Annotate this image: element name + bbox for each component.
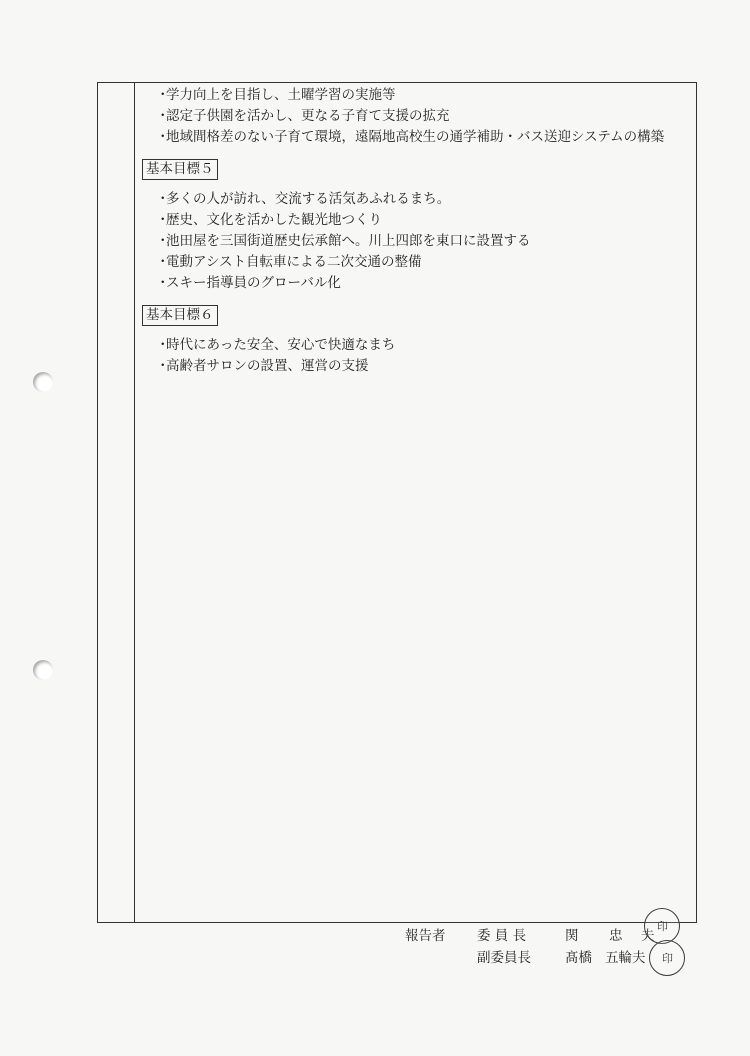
bullet-mark: ・ xyxy=(156,358,170,374)
report-content xyxy=(142,85,692,377)
reporter-label: 報告者 xyxy=(405,928,446,944)
margin-rule xyxy=(134,83,135,922)
bullet-mark: ・ xyxy=(156,212,170,228)
punch-hole-bottom xyxy=(33,660,53,680)
goal4-list xyxy=(142,85,692,148)
bullet-mark: ・ xyxy=(156,275,170,291)
punch-hole-top xyxy=(33,372,53,392)
bullet-mark: ・ xyxy=(156,108,170,124)
bullet-mark: ・ xyxy=(156,233,170,249)
goal5-section xyxy=(142,148,692,294)
list-item: ・ 多くの人が訪れ、交流する活気あふれるまち。 xyxy=(142,189,692,210)
chair-name-part: 夫 xyxy=(641,928,655,944)
list-item: ・ 歴史、文化を活かした観光地つくり xyxy=(142,210,692,231)
list-item: ・ 高齢者サロンの設置、運営の支援 xyxy=(142,356,692,377)
goal6-heading: 基本目標６ xyxy=(142,305,218,326)
list-item: ・ 地域間格差のない子育て環境，遠隔地高校生の通学補助・バス送迎システムの構築 xyxy=(142,127,692,148)
goal5-heading: 基本目標５ xyxy=(142,159,218,180)
vice-chair-name-part: 髙橋 xyxy=(565,950,592,966)
bullet-mark: ・ xyxy=(156,129,170,145)
list-item: ・ 池田屋を三国街道歴史伝承館へ。川上四郎を東口に設置する xyxy=(142,231,692,252)
list-item: ・ 認定子供園を活かし、更なる子育て支援の拡充 xyxy=(142,106,692,127)
vice-chair-title: 副委員長 xyxy=(477,950,531,966)
chair-title: 委 員 長 xyxy=(477,928,527,944)
chair-name-part: 忠 xyxy=(609,928,623,944)
bullet-mark: ・ xyxy=(156,254,170,270)
goal6-section xyxy=(142,294,692,377)
report-frame xyxy=(97,82,697,923)
list-item: ・ スキー指導員のグローバル化 xyxy=(142,273,692,294)
bullet-mark: ・ xyxy=(156,87,170,103)
bullet-mark: ・ xyxy=(156,337,170,353)
list-item: ・ 学力向上を目指し、土曜学習の実施等 xyxy=(142,85,692,106)
chair-name-part: 関 xyxy=(565,928,579,944)
list-item: ・ 時代にあった安全、安心で快適なまち xyxy=(142,335,692,356)
vice-chair-name-part: 五輪夫 xyxy=(605,950,646,966)
seal-stamp-icon: 印 xyxy=(644,908,680,944)
list-item: ・ 電動アシスト自転車による二次交通の整備 xyxy=(142,252,692,273)
bullet-mark: ・ xyxy=(156,191,170,207)
seal-stamp-icon: 印 xyxy=(649,940,685,976)
